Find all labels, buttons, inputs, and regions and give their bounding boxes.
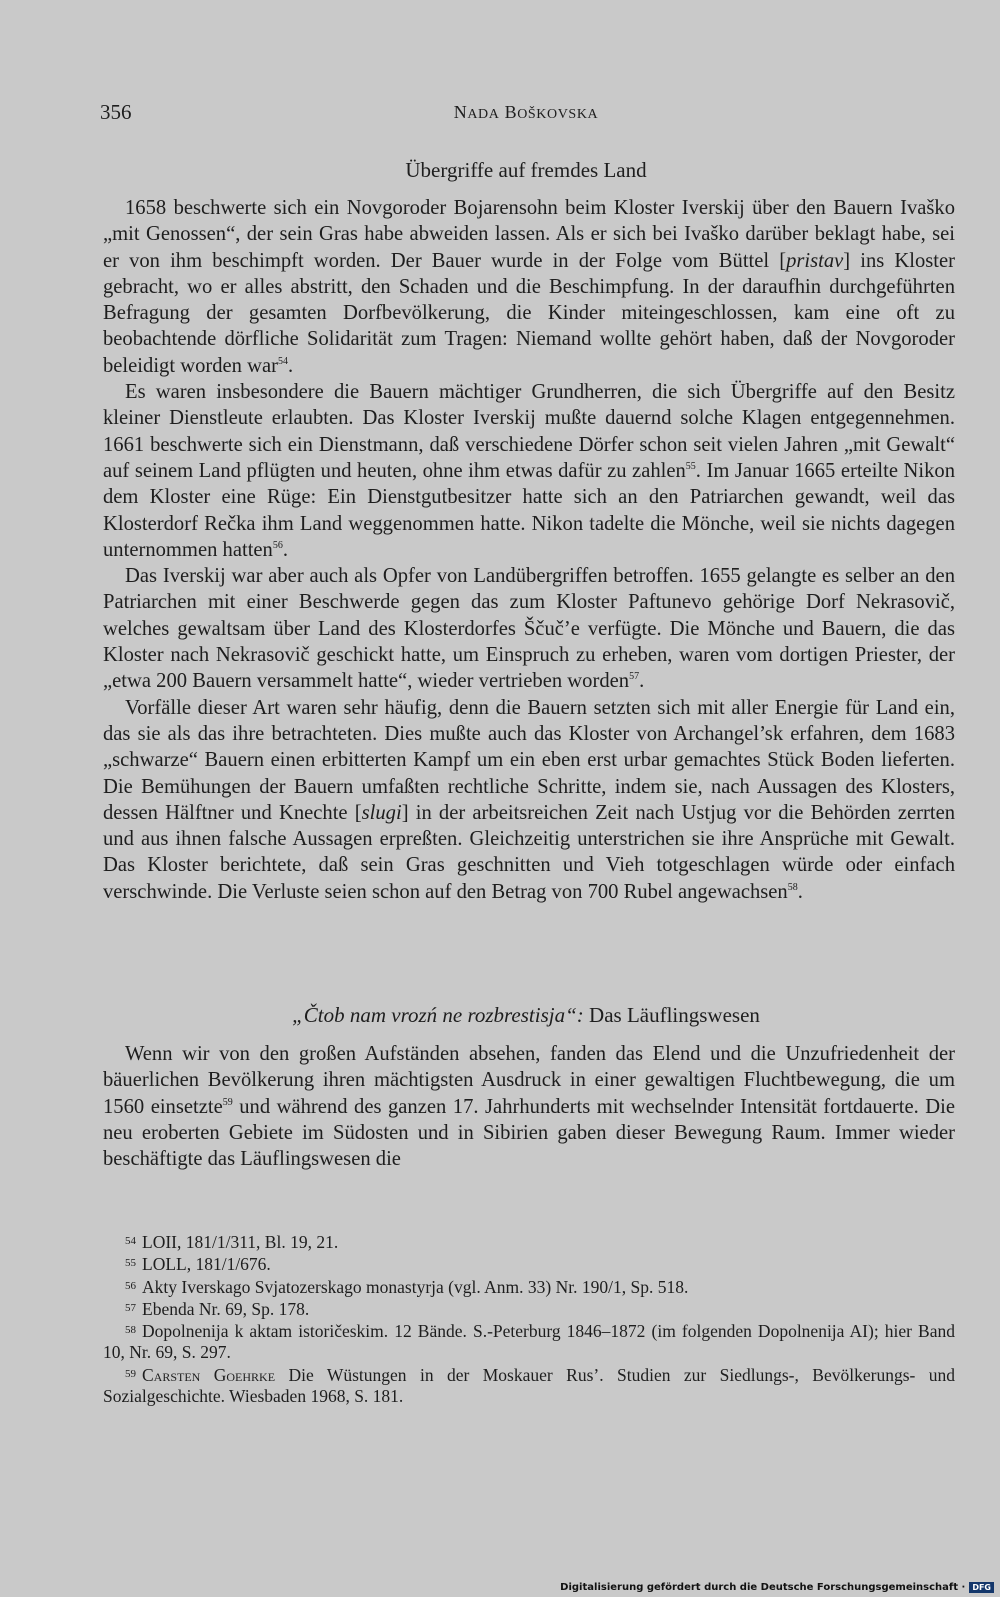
dfg-logo: DFG <box>969 1582 994 1593</box>
footnote: $^{54}$ LOII, 181/1/311, Bl. 19, 21. <box>125 1232 339 1252</box>
digitization-credit: Digitalisierung gefördert durch die Deutsche Forschungsgemeinschaft · DFG <box>560 1582 994 1593</box>
footnote-ref: 58 <box>787 881 798 893</box>
paragraph: Das Iverskij war aber auch als Opfer von Landübergriffen betroffen. 1655 gelangte es selber an den Patriarchen mit einer Beschwerde gegen das zum Kloster Paftunevo gehörige Dorf Nekrasovič, welches gewaltsam über Land des Klosterdorfes Ščuč’e verfügte. Die Mönche und Bauern, die das Kloster nach Nekrasovič geschickt hatte, um Einspruch zu erheben, waren vom dortigen Priester, der „etwa 200 Bauern versammelt hatte“, wieder vertrieben worden$^{57}$. <box>103 565 955 693</box>
footnote: $^{59}$ Carsten Goehrke Die Wüstungen in der Moskauer Rus’. Studien zur Siedlungs-, Bevölkerungs- und Sozialgeschichte. Wiesbaden 1968, S. 181. <box>103 1364 955 1407</box>
paragraph: 1658 beschwerte sich ein Novgoroder Bojarensohn beim Kloster Iverskij über den Bauern Ivaško „mit Genossen“, der sein Gras habe abweiden lassen. Als er sich bei Ivaško darüber beklagt habe, sei er von ihm beschimpft worden. Der Bauer wurde in der Folge vom Büttel [pristav] ins Kloster gebracht, wo er alles abstritt, den Schaden und die Beschimpfung. In der daraufhin durchgeführten Befragung der gesamten Dorfbevölkerung, die Kinder miteingeschlossen, kam eine oft zu beobachtende dörfliche Solidarität zum Tragen: Niemand wollte gehört haben, daß der Novgoroder beleidigt worden war$^{54}$. <box>103 197 955 377</box>
running-head <box>100 100 952 130</box>
section-heading-1: Übergriffe auf fremdes Land <box>405 158 647 182</box>
paragraph: Es waren insbesondere die Bauern mächtiger Grundherren, die sich Übergriffe auf den Besitz kleiner Dienstleute erlaubten. Das Kloster Iverskij mußte dauernd solche Klagen entgegennehmen. 1661 beschwerte sich ein Dienstmann, daß verschiedene Dörfer schon seit vielen Jahren „mit Gewalt“ auf seinem Land pflügten und heuten, ohne ihm etwas dafür zu zahlen$^{55}$. Im Januar 1665 erteilte Nikon dem Kloster eine Rüge: Ein Dienstgutbesitzer hatte sich an den Patriarchen gewandt, weil das Klosterdorf Rečka ihm Land weggenommen hatte. Nikon tadelte die Mönche, weil sie nichts dagegen unternommen hatten$^{56}$. <box>103 381 955 561</box>
page-number: 356 <box>100 100 132 124</box>
footnote-ref: 57 <box>629 671 640 683</box>
footnote-ref: 56 <box>272 539 283 551</box>
footnote-ref: 55 <box>685 460 696 472</box>
footnote-ref: 59 <box>222 1096 233 1108</box>
footnote: $^{57}$ Ebenda Nr. 69, Sp. 178. <box>125 1298 310 1319</box>
footnote-ref: 54 <box>278 355 288 367</box>
footnote: $^{56}$ Akty Iverskago Svjatozerskago monastyrja (vgl. Anm. 33) Nr. 190/1, Sp. 518. <box>125 1276 689 1297</box>
paragraph: Wenn wir von den großen Aufständen absehen, fanden das Elend und die Unzufriedenheit der bäuerlichen Bevölkerung ihren mächtigsten Ausdruck in einer gewaltigen Fluchtbewegung, die um 1560 einsetzte$^{59}$ und während des ganzen 17. Jahrhunderts mit wechselnder Intensität fortdauerte. Die neu eroberten Gebiete im Südosten und in Sibirien gaben dieser Bewegung Raum. Immer wieder beschäftigte das Läuflingswesen die <box>103 1043 956 1171</box>
footnote: $^{55}$ LOLL, 181/1/676. <box>125 1254 271 1275</box>
footnotes <box>103 1231 955 1407</box>
section-1-body <box>103 195 955 905</box>
section-2-body <box>103 1041 955 1172</box>
paragraph: Vorfälle dieser Art waren sehr häufig, denn die Bauern setzten sich mit aller Energie für Land ein, das sie als das ihre betrachteten. Dies mußte auch das Kloster von Archangel’sk erfahren, dem 1683 „schwarze“ Bauern einen erbitterten Kampf um ein eben erst urbar gemachtes Stück Boden lieferten. Die Bemühungen der Bauern umfaßten rechtliche Schritte, indem sie, nach Aussagen des Klosters, dessen Hälftner und Knechte [slugi] in der arbeitsreichen Zeit nach Ustjug vor die Behörden zerrten und aus ihnen falsche Aussagen erpreßten. Gleichzeitig unterstrichen sie ihre Ansprüche mit Gewalt. Das Kloster berichtete, daß sein Gras geschnitten und Vieh totgeschlagen würde oder einfach verschwinde. Die Verluste seien schon auf den Betrag von 700 Rubel angewachsen$^{58}$. <box>103 696 956 903</box>
section-heading-2: „Čtob nam vrozń ne rozbrestisja“: Das Läuflingswesen <box>292 1003 760 1027</box>
author-name: NADA BOŠKOVSKA <box>453 102 599 122</box>
footnote: $^{58}$ Dopolnenija k aktam istoričeskim. 12 Bände. S.-Peterburg 1846–1872 (im folgenden Dopolnenija AI); hier Band 10, Nr. 69, S. 297. <box>103 1321 955 1363</box>
